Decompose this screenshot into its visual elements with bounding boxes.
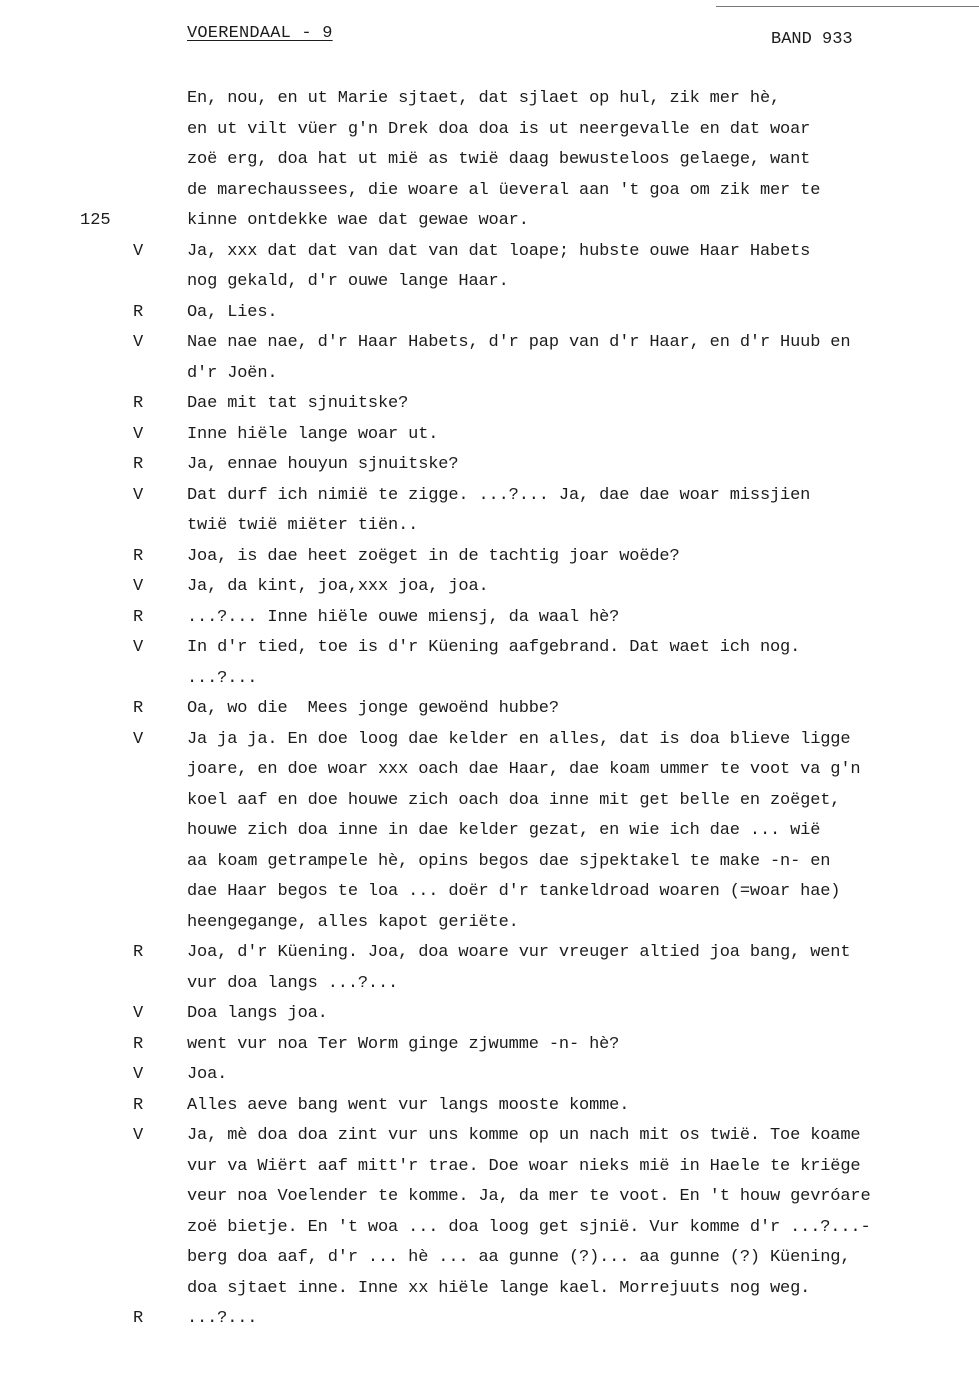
speaker-label: R [133, 1309, 144, 1328]
transcript-line [0, 481, 979, 512]
line-gutter [0, 603, 187, 634]
line-gutter [0, 1213, 187, 1244]
transcript-line [0, 603, 979, 634]
speaker-label: R [133, 607, 144, 627]
speaker-label: R [133, 943, 144, 962]
line-text: ...?... Inne hiële ouwe miensj, da waal hè? [187, 607, 620, 627]
line-gutter [0, 969, 187, 1000]
transcript-line [0, 1274, 979, 1305]
line-text: Joa. [187, 1065, 228, 1084]
line-gutter [0, 389, 187, 420]
line-text: Alles aeve bang went vur langs mooste komme. [187, 1095, 630, 1115]
transcript-line [0, 359, 979, 390]
line-gutter [0, 908, 187, 939]
line-text: houwe zich doa inne in dae kelder gezat, en wie ich dae ... wië [187, 821, 821, 840]
speaker-label: R [133, 455, 144, 474]
line-text: ...?... [187, 1309, 258, 1328]
line-text: Joa, d'r Küening. Joa, doa woare vur vreuger altied joa bang, went [187, 943, 851, 962]
speaker-label: R [133, 394, 144, 413]
transcript-line [0, 999, 979, 1030]
line-gutter [0, 816, 187, 847]
transcript-line [0, 328, 979, 359]
transcript-line [0, 1152, 979, 1183]
line-gutter [0, 847, 187, 878]
transcript-body [0, 84, 979, 1335]
top-rule [716, 6, 979, 7]
line-text: ...?... [187, 668, 258, 688]
transcript-line [0, 1182, 979, 1213]
line-text: Dae mit tat sjnuitske? [187, 394, 409, 413]
line-gutter [0, 542, 187, 573]
line-gutter [0, 572, 187, 603]
line-gutter [0, 511, 187, 542]
line-gutter [0, 694, 187, 725]
transcript-line [0, 542, 979, 573]
speaker-label: R [133, 546, 144, 566]
line-text: d'r Joën. [187, 363, 278, 383]
line-gutter [0, 1274, 187, 1305]
line-text: Doa langs joa. [187, 1004, 328, 1023]
transcript-line [0, 694, 979, 725]
speaker-label: R [133, 302, 144, 322]
line-gutter [0, 1182, 187, 1213]
line-gutter [0, 633, 187, 664]
line-gutter [0, 877, 187, 908]
transcript-line [0, 786, 979, 817]
line-text: vur va Wiërt aaf mitt'r trae. Doe woar nieks mië in Haele te kriëge [187, 1156, 861, 1176]
line-gutter [0, 755, 187, 786]
line-text: veur noa Voelender te komme. Ja, da mer te voot. En 't houw gevróare [187, 1187, 871, 1206]
line-text: Ja, da kint, joa,xxx joa, joa. [187, 577, 489, 596]
transcript-line [0, 84, 979, 115]
transcript-line [0, 176, 979, 207]
speaker-label: V [133, 1065, 144, 1084]
line-text: en ut vilt vüer g'n Drek doa doa is ut neergevalle en dat woar [187, 119, 811, 139]
speaker-label: V [133, 333, 144, 352]
line-text: Oa, Lies. [187, 302, 278, 322]
line-gutter [0, 267, 187, 298]
transcript-line [0, 633, 979, 664]
line-text: In d'r tied, toe is d'r Küening aafgebrand. Dat waet ich nog. [187, 638, 801, 657]
line-text: went vur noa Ter Worm ginge zjwumme -n- hè? [187, 1034, 620, 1054]
transcript-line [0, 908, 979, 939]
line-text: doa sjtaet inne. Inne xx hiële lange kael. Morrejuuts nog weg. [187, 1278, 811, 1298]
line-text: dae Haar begos te loa ... doër d'r tankeldroad woaren (=woar hae) [187, 882, 841, 901]
transcript-line [0, 938, 979, 969]
line-gutter [0, 1091, 187, 1122]
line-number: 125 [80, 211, 111, 230]
line-text: Ja ja ja. En doe loog dae kelder en alles, dat is doa blieve ligge [187, 729, 851, 749]
line-text: zoë bietje. En 't woa ... doa loog get sjnië. Vur komme d'r ...?...- [187, 1217, 871, 1237]
line-gutter [0, 237, 187, 268]
speaker-label: V [133, 1004, 144, 1023]
transcript-line [0, 1243, 979, 1274]
line-gutter [0, 1152, 187, 1183]
line-text: aa koam getrampele hè, opins begos dae sjpektakel te make -n- en [187, 851, 831, 871]
speaker-label: V [133, 485, 144, 505]
transcript-line [0, 1304, 979, 1335]
line-gutter [0, 1030, 187, 1061]
line-gutter [0, 725, 187, 756]
line-text: nog gekald, d'r ouwe lange Haar. [187, 272, 509, 291]
transcript-line [0, 115, 979, 146]
speaker-label: R [133, 699, 144, 718]
line-text: Ja, ennae houyun sjnuitske? [187, 455, 459, 474]
line-text: Dat durf ich nimië te zigge. ...?... Ja, dae dae woar missjien [187, 485, 811, 505]
line-text: berg doa aaf, d'r ... hè ... aa gunne (?)... aa gunne (?) Küening, [187, 1248, 851, 1267]
line-text: En, nou, en ut Marie sjtaet, dat sjlaet op hul, zik mer hè, [187, 89, 781, 108]
transcript-line [0, 725, 979, 756]
line-text: vur doa langs ...?... [187, 973, 399, 993]
transcript-line [0, 969, 979, 1000]
line-text: joare, en doe woar xxx oach dae Haar, dae koam ummer te voot va g'n [187, 760, 861, 779]
line-gutter [0, 420, 187, 451]
speaker-label: R [133, 1095, 144, 1115]
line-gutter [0, 115, 187, 146]
transcript-line [0, 572, 979, 603]
transcript-line [0, 847, 979, 878]
transcript-line [0, 664, 979, 695]
line-gutter [0, 786, 187, 817]
line-text: Oa, wo die Mees jonge gewoënd hubbe? [187, 699, 559, 718]
line-gutter [0, 1060, 187, 1091]
speaker-label: V [133, 424, 144, 444]
transcript-line [0, 511, 979, 542]
transcript-line [0, 389, 979, 420]
line-text: Inne hiële lange woar ut. [187, 424, 439, 444]
transcript-line [0, 1030, 979, 1061]
transcript-line [0, 450, 979, 481]
line-text: Ja, xxx dat dat van dat van dat loape; hubste ouwe Haar Habets [187, 241, 811, 261]
speaker-label: V [133, 1126, 144, 1145]
transcript-line [0, 1213, 979, 1244]
line-gutter [0, 1243, 187, 1274]
transcript-line [0, 1060, 979, 1091]
transcript-line [0, 1121, 979, 1152]
speaker-label: V [133, 729, 144, 749]
transcript-line [0, 755, 979, 786]
line-gutter [0, 481, 187, 512]
line-text: heengegange, alles kapot geriëte. [187, 912, 519, 932]
transcript-line [0, 1091, 979, 1122]
line-gutter [0, 664, 187, 695]
line-text: zoë erg, doa hat ut mië as twië daag bewusteloos gelaege, want [187, 150, 811, 169]
page-header-title: VOERENDAAL - 9 [187, 24, 333, 43]
transcript-line [0, 420, 979, 451]
speaker-label: V [133, 241, 144, 261]
line-text: Joa, is dae heet zoëget in de tachtig joar woëde? [187, 546, 680, 566]
transcript-line [0, 877, 979, 908]
line-text: koel aaf en doe houwe zich oach doa inne mit get belle en zoëget, [187, 790, 841, 810]
transcript-line [0, 298, 979, 329]
line-gutter [0, 84, 187, 115]
transcript-line [0, 206, 979, 237]
line-gutter [0, 1121, 187, 1152]
speaker-label: V [133, 577, 144, 596]
line-text: de marechaussees, die woare al üeveral aan 't goa om zik mer te [187, 180, 821, 200]
line-gutter [0, 206, 187, 237]
line-gutter [0, 328, 187, 359]
page-header-band: BAND 933 [771, 30, 853, 49]
transcript-line [0, 816, 979, 847]
speaker-label: R [133, 1034, 144, 1054]
line-text: Nae nae nae, d'r Haar Habets, d'r pap van d'r Haar, en d'r Huub en [187, 333, 851, 352]
speaker-label: V [133, 638, 144, 657]
line-gutter [0, 938, 187, 969]
line-gutter [0, 298, 187, 329]
line-gutter [0, 145, 187, 176]
line-text: twië twië miëter tiën.. [187, 516, 419, 535]
line-gutter [0, 359, 187, 390]
line-gutter [0, 999, 187, 1030]
line-gutter [0, 176, 187, 207]
line-gutter [0, 1304, 187, 1335]
transcript-line [0, 267, 979, 298]
line-text: Ja, mè doa doa zint vur uns komme op un nach mit os twië. Toe koame [187, 1126, 861, 1145]
line-gutter [0, 450, 187, 481]
transcript-line [0, 237, 979, 268]
transcript-line [0, 145, 979, 176]
line-text: kinne ontdekke wae dat gewae woar. [187, 211, 529, 230]
